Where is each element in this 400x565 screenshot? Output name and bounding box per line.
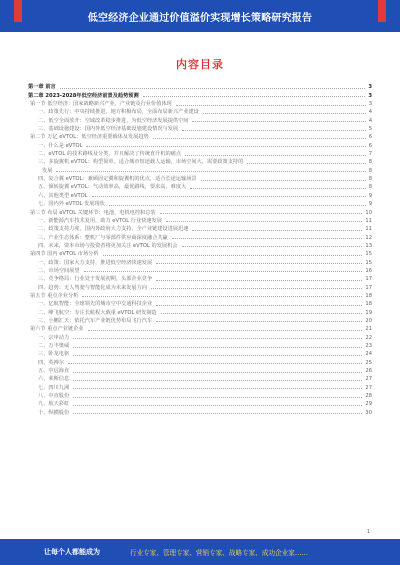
toc-entry-label: 二、eVTOL 的技术路线及分类，并且解决了传统直升机的痛点 bbox=[38, 151, 182, 158]
toc-leader-dots bbox=[201, 180, 366, 181]
toc-entry[interactable] bbox=[28, 316, 372, 324]
toc-entry[interactable] bbox=[28, 291, 372, 299]
toc-entry-page: 28 bbox=[365, 393, 372, 400]
toc-entry-page: 18 bbox=[365, 292, 372, 299]
toc-entry-label: 一、政策：国家大力支持，推进低空经济快速发展 bbox=[38, 259, 153, 266]
toc-entry[interactable] bbox=[28, 199, 372, 207]
toc-leader-dots bbox=[56, 171, 365, 172]
page-header bbox=[0, 0, 400, 32]
toc-entry[interactable] bbox=[28, 216, 372, 224]
toc-entry[interactable] bbox=[28, 115, 372, 123]
toc-entry-label: 五、倾转旋翼 eVTOL：气动效率高，最优路线，要求高，难度大 bbox=[38, 184, 187, 191]
toc-leader-dots bbox=[103, 255, 363, 256]
toc-entry-label: 二、峰飞航空：专注长航程大载重 eVTOL 研发制造 bbox=[38, 309, 157, 316]
toc-entry-label: 三、小鹏汇天：依托汽车产业链优势布局飞行汽车 bbox=[38, 317, 153, 324]
toc-entry-page: 11 bbox=[365, 226, 372, 233]
toc-entry[interactable] bbox=[28, 107, 372, 115]
toc-entry-page: 15 bbox=[365, 251, 372, 258]
toc-leader-dots bbox=[151, 288, 362, 289]
toc-heading: 内容目录 bbox=[176, 58, 224, 71]
toc-entry[interactable] bbox=[28, 257, 372, 265]
toc-leader-dots bbox=[73, 388, 362, 389]
toc-leader-dots bbox=[156, 321, 362, 322]
toc-entry[interactable] bbox=[28, 349, 372, 357]
toc-entry[interactable] bbox=[28, 357, 372, 365]
toc-entry-page: 26 bbox=[365, 368, 372, 375]
toc-entry-page: 23 bbox=[365, 343, 372, 349]
toc-entry-page: 6 bbox=[368, 142, 372, 149]
toc-chapter-entry[interactable] bbox=[28, 82, 372, 90]
toc-entry-label: 发展 bbox=[42, 167, 53, 174]
toc-entry[interactable] bbox=[28, 132, 372, 140]
toc-entry-label: 一、政策先行：中央持续推进、地方积极布局，全面布局新兴产业建设 bbox=[38, 109, 199, 116]
toc-entry-label: 二、万丰奥威 bbox=[38, 343, 70, 349]
toc-entry-label: 四、复合翼 eVTOL：兼顾固定翼和旋翼机的优点，适合长途运输场景 bbox=[38, 176, 197, 183]
toc-entry[interactable] bbox=[28, 391, 372, 399]
toc-entry-label: 九、航天彩虹 bbox=[38, 401, 70, 408]
toc-entry-label: 第二节 万亿 eVTOL：低空经济重要载体及发展趋势 bbox=[30, 134, 149, 141]
toc-leader-dots bbox=[73, 347, 362, 348]
toc-leader-dots bbox=[73, 338, 362, 339]
page-number: 1 bbox=[366, 529, 370, 535]
toc-entry-page: 5 bbox=[368, 126, 372, 133]
toc-leader-dots bbox=[185, 155, 366, 156]
toc-entry-label: 六、莱斯信息 bbox=[38, 376, 70, 383]
footer-tagline: 行业专家、管理专家、营销专家、战略专家、成功企业家…… bbox=[130, 549, 309, 557]
toc-entry-page: 22 bbox=[365, 334, 372, 341]
toc-entry[interactable] bbox=[28, 207, 372, 215]
toc-leader-dots bbox=[92, 196, 366, 197]
toc-entry-label: 第五节 重点企业分析 bbox=[30, 292, 79, 299]
toc-leader-dots bbox=[161, 313, 363, 314]
toc-chapter-entry[interactable] bbox=[28, 90, 372, 98]
toc-entry[interactable] bbox=[28, 157, 372, 165]
toc-entry-label: 第三节 布局 eVTOL 关键环节：电池、电机电控和总装 bbox=[30, 209, 156, 216]
toc-entry[interactable] bbox=[28, 382, 372, 390]
toc-leader-dots bbox=[192, 230, 362, 231]
report-title: 低空经济企业通过价值溢价实现增长策略研究报告 bbox=[87, 13, 313, 24]
toc-entry-page: 21 bbox=[365, 326, 372, 333]
toc-entry-page: 27 bbox=[365, 376, 372, 383]
toc-entry-page: 3 bbox=[368, 92, 372, 99]
toc-leader-dots bbox=[73, 380, 362, 381]
toc-entry[interactable] bbox=[28, 124, 372, 132]
toc-entry-label: 第六节 重点产业链企业 bbox=[30, 326, 84, 333]
toc-entry[interactable] bbox=[28, 274, 372, 282]
toc-leader-dots bbox=[73, 405, 362, 406]
toc-entry-page: 29 bbox=[365, 401, 372, 408]
toc-leader-dots bbox=[203, 113, 366, 114]
toc-entry[interactable] bbox=[28, 190, 372, 198]
toc-entry-label: 六、其他类型 eVTOL bbox=[38, 192, 88, 199]
toc-entry[interactable] bbox=[28, 282, 372, 290]
toc-entry[interactable] bbox=[28, 366, 372, 374]
toc-entry[interactable] bbox=[28, 324, 372, 332]
toc-entry-label: 三、产业生态体系：整机厂与零部件供应商深度融合共赢 bbox=[38, 234, 168, 241]
toc-entry-page: 24 bbox=[365, 351, 372, 358]
page-footer bbox=[0, 539, 400, 565]
toc-entry-page: 9 bbox=[368, 192, 372, 199]
toc-entry[interactable] bbox=[28, 224, 372, 232]
toc-entry-page: 16 bbox=[365, 267, 372, 274]
toc-leader-dots bbox=[73, 372, 362, 373]
toc-entry-label: 四、英搏尔 bbox=[38, 359, 64, 366]
toc-entry-page: 17 bbox=[365, 276, 372, 283]
toc-entry-page: 20 bbox=[365, 317, 372, 324]
toc-entry-page: 11 bbox=[365, 217, 372, 224]
toc-leader-dots bbox=[84, 271, 363, 272]
toc-entry[interactable] bbox=[28, 341, 372, 349]
toc-entry-label: 十、纵横股份 bbox=[38, 409, 70, 416]
table-of-contents bbox=[28, 82, 372, 416]
toc-leader-dots bbox=[86, 146, 365, 147]
toc-leader-dots bbox=[73, 355, 362, 356]
toc-entry[interactable] bbox=[28, 407, 372, 415]
toc-leader-dots bbox=[156, 305, 362, 306]
toc-leader-dots bbox=[172, 238, 363, 239]
toc-leader-dots bbox=[160, 213, 363, 214]
toc-leader-dots bbox=[68, 363, 362, 364]
toc-entry-page: 18 bbox=[365, 301, 372, 308]
toc-entry-page: 4 bbox=[368, 109, 372, 116]
toc-entry-page: 30 bbox=[365, 409, 372, 416]
toc-entry[interactable] bbox=[28, 99, 372, 107]
toc-entry-label: 三、竞争格局：行业处于发展初期，头部企业竞争 bbox=[38, 276, 153, 283]
toc-entry-label: 一、什么是 eVTOL bbox=[38, 142, 83, 149]
toc-entry-page: 25 bbox=[365, 359, 372, 366]
toc-entry-page: 15 bbox=[365, 259, 372, 266]
toc-entry-page: 3 bbox=[368, 101, 372, 108]
toc-entry-page: 10 bbox=[365, 209, 372, 216]
toc-entry-label: 一、亿航智能：全球领先的城市空中交通科技企业 bbox=[38, 301, 153, 308]
toc-entry[interactable] bbox=[28, 140, 372, 148]
toc-entry-label: 一、宗申动力 bbox=[38, 334, 70, 341]
toc-entry[interactable] bbox=[28, 165, 372, 173]
toc-entry[interactable] bbox=[28, 399, 372, 407]
toc-entry-label: 二、市场空间展望 bbox=[38, 267, 80, 274]
toc-entry[interactable] bbox=[28, 249, 372, 257]
toc-entry[interactable] bbox=[28, 374, 372, 382]
toc-leader-dots bbox=[143, 96, 366, 97]
toc-leader-dots bbox=[88, 330, 363, 331]
toc-entry-label: 八、中直股份 bbox=[38, 393, 70, 400]
toc-entry[interactable] bbox=[28, 299, 372, 307]
toc-leader-dots bbox=[192, 121, 365, 122]
toc-entry-page: 7 bbox=[368, 151, 372, 158]
toc-entry[interactable] bbox=[28, 149, 372, 157]
toc-leader-dots bbox=[176, 105, 366, 106]
toc-entry-page: 4 bbox=[368, 117, 372, 124]
toc-leader-dots bbox=[190, 188, 365, 189]
toc-leader-dots bbox=[73, 397, 362, 398]
toc-entry-label: 第四节 国内 eVTOL 市场分析 bbox=[30, 251, 99, 258]
toc-entry-label: 第一章 前言 bbox=[28, 84, 56, 91]
toc-leader-dots bbox=[182, 130, 366, 131]
toc-entry-label: 二、低空全面放开：空域改革稳步推进，为低空经济发展提供空间 bbox=[38, 117, 189, 124]
toc-leader-dots bbox=[73, 413, 362, 414]
toc-entry-label: 三、卧龙电驱 bbox=[38, 351, 70, 358]
toc-entry-page: 8 bbox=[368, 167, 372, 174]
toc-entry-label: 三、基础设施建设：国内外低空经济基础设施建设情况与发展 bbox=[38, 126, 179, 133]
toc-leader-dots bbox=[153, 138, 366, 139]
toc-entry[interactable] bbox=[28, 232, 372, 240]
toc-entry-label: 一、新能源汽车技术复用，助力 eVTOL 行业快速发展 bbox=[38, 217, 162, 224]
toc-entry[interactable] bbox=[28, 307, 372, 315]
toc-leader-dots bbox=[247, 163, 365, 164]
toc-entry-label: 五、中信海直 bbox=[38, 368, 70, 375]
toc-entry-label: 第二章 2023-2028年低空经济前景及趋势预测 bbox=[28, 92, 139, 99]
footer-slogan: 让每个人都能成为 bbox=[44, 548, 100, 556]
toc-leader-dots bbox=[60, 88, 366, 89]
toc-leader-dots bbox=[82, 296, 362, 297]
toc-leader-dots bbox=[182, 246, 363, 247]
toc-entry-page: 19 bbox=[365, 309, 372, 316]
toc-entry-label: 第一节 低空经济：国家战略新兴产业，产业链及行业价值体现 bbox=[30, 101, 172, 108]
toc-entry-page: 8 bbox=[368, 184, 372, 191]
toc-entry-label: 三、多旋翼机 eVTOL：构型简单，适合城市短途载人运输，市场空间大，需要政策支持的 bbox=[38, 159, 244, 166]
toc-entry-label: 二、政策支持力度，国内外政府大力支持，全产业链建设进展迅速 bbox=[38, 226, 189, 233]
toc-entry[interactable] bbox=[28, 332, 372, 340]
toc-entry-page: 27 bbox=[365, 384, 372, 391]
toc-entry-label: 四、趋势：无人驾驶与智能化成为未来发展方向 bbox=[38, 284, 147, 291]
toc-entry[interactable] bbox=[28, 266, 372, 274]
toc-entry-page: 6 bbox=[368, 134, 372, 141]
toc-leader-dots bbox=[166, 221, 362, 222]
toc-leader-dots bbox=[156, 263, 362, 264]
toc-entry[interactable] bbox=[28, 182, 372, 190]
toc-entry-page: 8 bbox=[368, 159, 372, 166]
toc-entry-page: 12 bbox=[365, 234, 372, 241]
toc-entry[interactable] bbox=[28, 241, 372, 249]
toc-entry-label: 七、四川九洲 bbox=[38, 384, 70, 391]
toc-entry-page: 17 bbox=[365, 284, 372, 291]
toc-entry-page: 3 bbox=[368, 84, 372, 91]
header-decoration-right bbox=[378, 0, 386, 22]
toc-entry-page: 9 bbox=[368, 201, 372, 208]
toc-entry[interactable] bbox=[28, 174, 372, 182]
toc-leader-dots bbox=[109, 205, 366, 206]
toc-entry-label: 七、国内外 eVTOL 发展现状 bbox=[38, 201, 105, 208]
toc-entry-page: 8 bbox=[368, 176, 372, 183]
toc-entry-page: 13 bbox=[365, 242, 372, 249]
toc-leader-dots bbox=[156, 280, 362, 281]
toc-entry-label: 四、未来，资本市场与投资者将更加关注 eVTOL 的发展机会 bbox=[38, 242, 178, 249]
